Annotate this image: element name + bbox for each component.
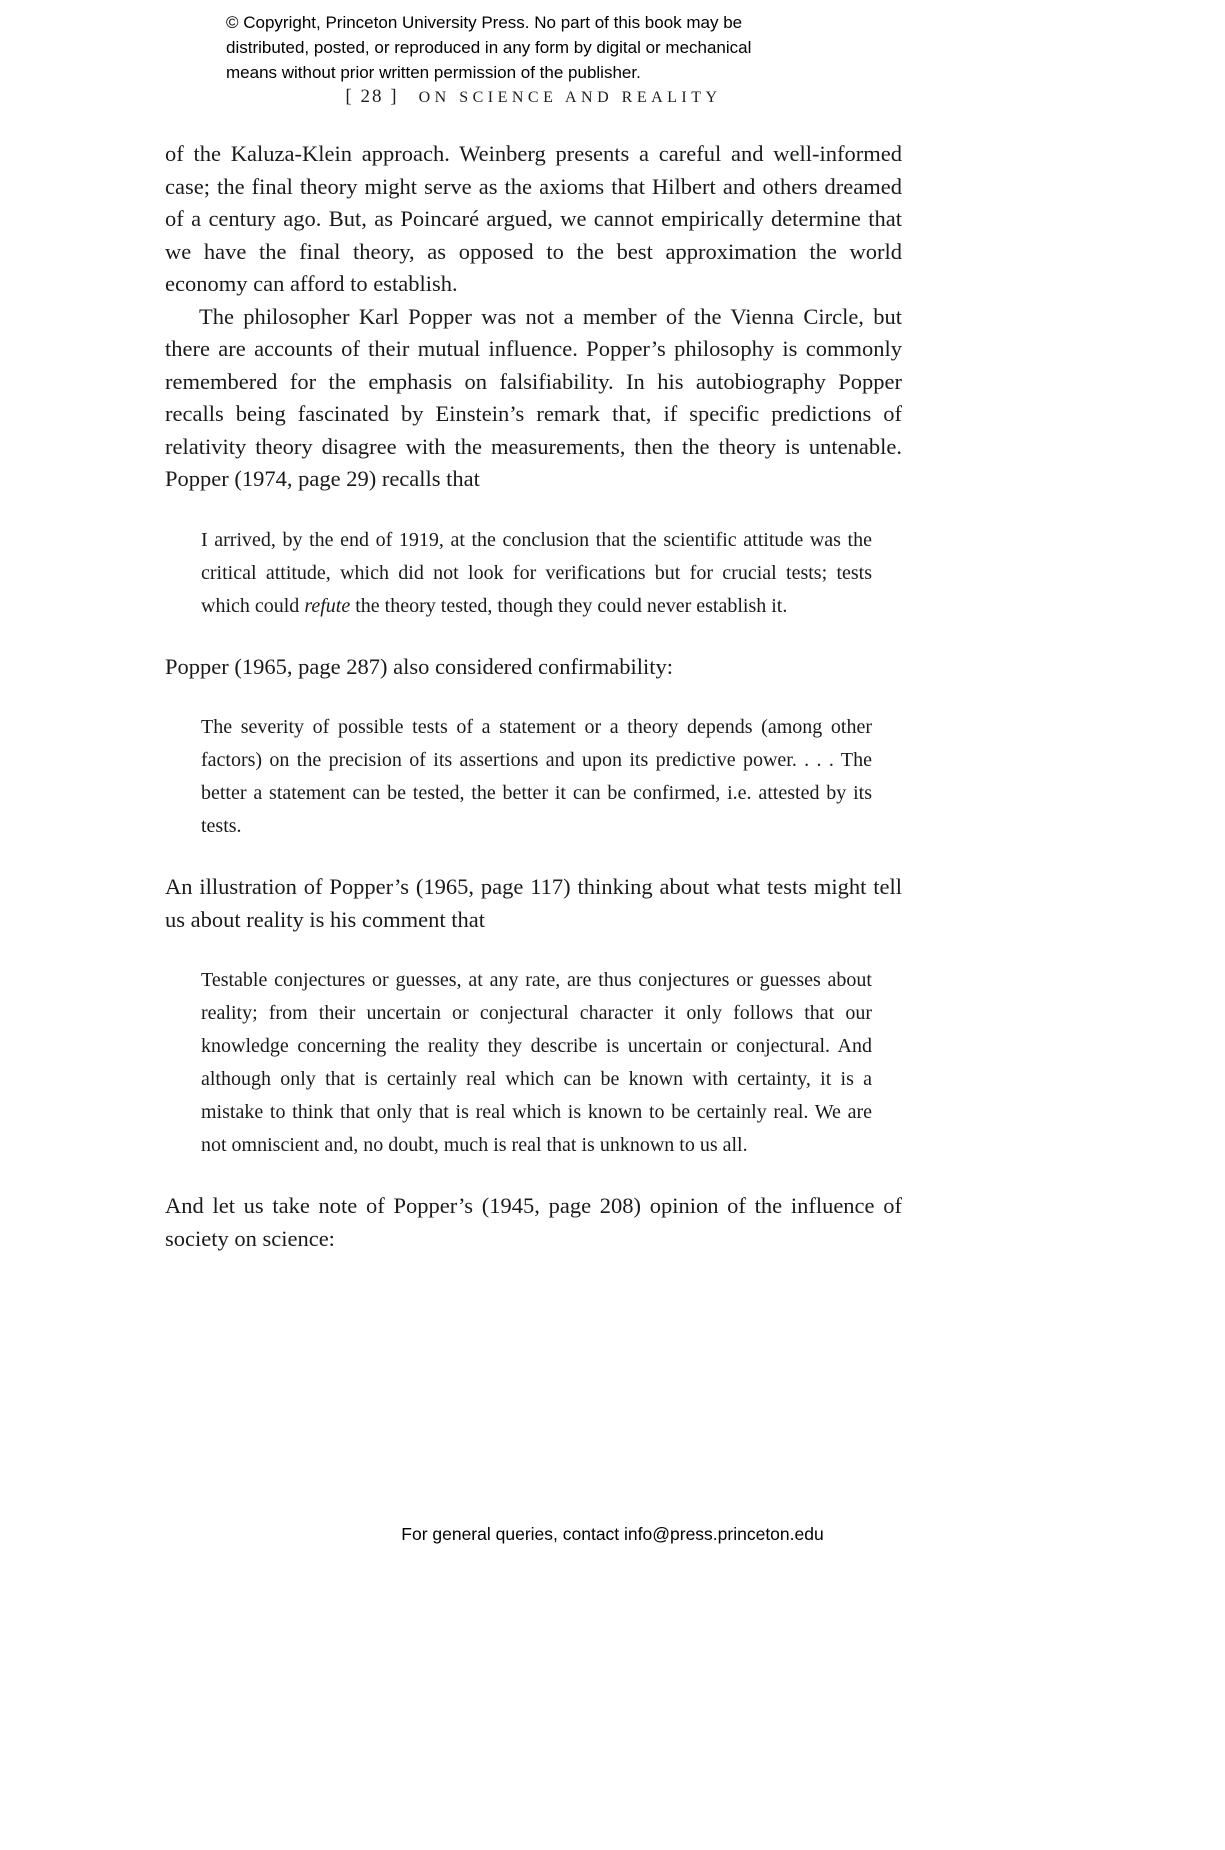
- paragraph: An illustration of Popper’s (1965, page 117) thinking about what tests might tell us about reality is his comment that: [165, 874, 902, 932]
- running-head: [165, 86, 902, 108]
- quote-text: the theory tested, though they could never establish it.: [350, 594, 788, 617]
- paragraph: of the Kaluza-Klein approach. Weinberg presents a careful and well-informed case; the final theory might serve as the axioms that Hilbert and others dreamed of a century ago. But, as Poincaré argued, we cannot empirically determine that we have the final theory, as opposed to the best approximation the world economy can afford to establish.: [165, 141, 902, 296]
- block-quote: Testable conjectures or guesses, at any rate, are thus conjectures or guesses about reality; from their uncertain or conjectural character it only follows that our knowledge concerning the reality they describe is uncertain or conjectural. And although only that is certainly real which can be known with certainty, it is a mistake to think that only that is real which is known to be certainly real. We are not omniscient and, no doubt, much is real that is unknown to us all.: [201, 969, 872, 1156]
- quote-text: I arrived, by the end of 1919, at the conclusion that the scientific attitude was the critical attitude, which did not look for verifications but for crucial tests; tests which could: [201, 528, 872, 617]
- page-footer: For general queries, contact info@press.princeton.edu: [401, 1524, 824, 1544]
- copyright-line: © Copyright, Princeton University Press. No part of this book may be: [226, 13, 743, 32]
- paragraph: The philosopher Karl Popper was not a member of the Vienna Circle, but there are accounts of their mutual influence. Popper’s philosophy is commonly remembered for the emphasis on falsifiability. In his autobiography Popper recalls being fascinated by Einstein’s remark that, if specific predictions of relativity theory disagree with the measurements, then the theory is untenable. Popper (1974, page 29) recalls that: [165, 303, 902, 491]
- block-quote: The severity of possible tests of a statement or a theory depends (among other factors) on the precision of its assertions and upon its predictive power. . . . The better a statement can be tested, the better it can be confirmed, i.e. attested by its tests.: [201, 716, 872, 837]
- chapter-title: ON SCIENCE AND REALITY: [418, 89, 722, 106]
- page-number: [ 28 ]: [345, 86, 399, 107]
- copyright-line: means without prior written permission of the publisher.: [226, 63, 641, 82]
- block-quote: [201, 524, 872, 623]
- copyright-notice: [226, 10, 751, 85]
- page-body: [165, 138, 902, 1255]
- paragraph: Popper (1965, page 287) also considered confirmability:: [165, 653, 673, 679]
- paragraph: And let us take note of Popper’s (1945, page 208) opinion of the influence of society on science:: [165, 1193, 902, 1251]
- quote-italic-word: refute: [304, 594, 351, 617]
- copyright-line: distributed, posted, or reproduced in any form by digital or mechanical: [226, 38, 752, 57]
